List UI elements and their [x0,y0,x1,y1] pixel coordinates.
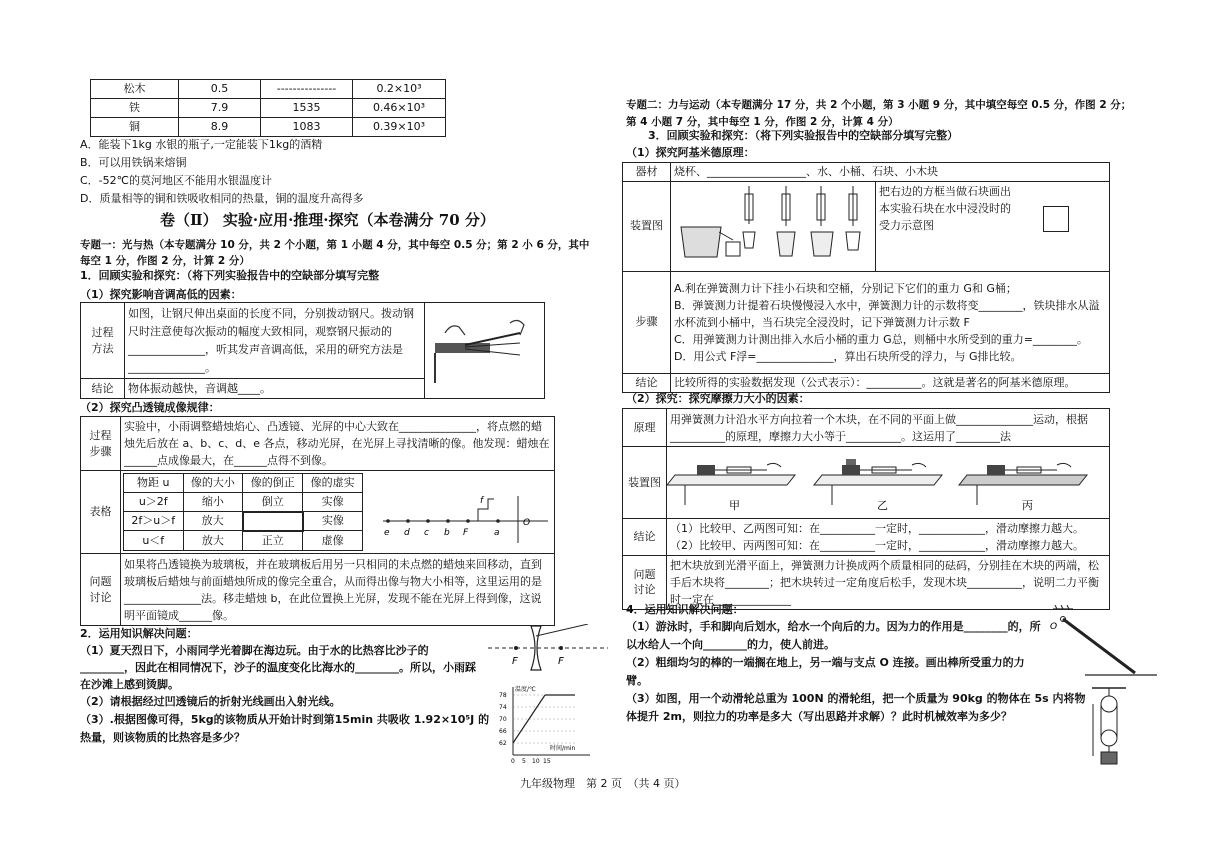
table-row [81,554,555,626]
q4-title: 4．运用知识解决问题： [626,603,744,616]
density-table [90,79,446,137]
row-label: 问题 讨论 [81,554,121,626]
option-a: A．能装下1kg 水银的瓶子,一定能装下1kg的酒精 [80,138,323,151]
table-row [81,417,555,471]
axis-label: c [424,528,429,538]
q4-2: （2）粗细均匀的棒的一端搁在地上，另一端与支点 O 连接。画出棒所受重力的力臂。 [626,656,1025,687]
exp2-title: （2）探究凸透镜成像规律： [80,401,220,414]
table-row [623,181,1110,271]
archimedes-figure [671,181,876,271]
table-cell: 放大 [183,512,243,531]
topic2-line2: 第 4 小题 7 分，其中每空 1 分，作图 2 分，计算 4 分） [626,116,899,128]
table-row [623,271,1110,373]
table-cell: 实像 [303,512,363,531]
concave-lens-figure [488,624,608,672]
exp3-diagram-instructions: 把右边的方框当做石块画出本实验石块在水中浸没时的受力示意图 [879,184,1011,232]
q2-1: （1）夏天烈日下，小雨同学光着脚在海边玩。由于水的比热容比沙子的________，因此在相同情况下，沙子的温度变化比海水的________。所以，小雨踩在沙滩上感到烫脚。 [80,644,476,691]
panel-label: 丙 [1022,499,1033,512]
table-cell: 1535 [261,99,353,118]
row-label: 结论 [623,373,671,392]
table-header: 像的大小 [183,474,243,493]
graph-x-tick: 0 [511,758,515,765]
exp1-table [80,302,545,399]
exp2-table [80,416,555,626]
table-row [124,474,363,493]
table-cell: --------------- [261,80,353,99]
exp2-discuss-text: 如果将凸透镜换为玻璃板，并在玻璃板后用另一只相同的未点燃的蜡烛来回移动，直到玻璃板后蜡烛与前面蜡烛所成的像完全重合，从而得出像与物大小相等，这里运用的是______________法。移走蜡烛 b，在此位置换上光屏，发现不能在光屏上得到像，这说明平面镜成______像。 [121,554,555,626]
exp4-table [622,408,1110,610]
table-row [623,447,1110,519]
topic1-line1: 专题一：光与热（本专题满分 10 分，共 2 个小题，第 1 小题 4 分，其中每空 0.5 分；第 2 小 6 分，其中 [80,239,590,251]
table-cell: 正立 [243,531,303,550]
graph-y-tick: 70 [499,716,507,723]
table-row [124,512,363,531]
topic1-line2: 每空 1 分，作图 2 分，计算 2 分） [80,255,250,267]
row-label: 过程 方法 [81,303,125,379]
row-label: 过程 步骤 [81,417,121,471]
table-cell: 放大 [183,531,243,550]
graph-y-tick: 78 [499,692,507,699]
table-header: 像的倒正 [243,474,303,493]
rod-pivot-figure [1045,605,1160,685]
ruler-illustration [425,303,540,393]
graph-x-tick: 15 [543,758,551,765]
row-label: 问题 讨论 [623,555,667,609]
table-cell: 0.39×10³ [353,118,446,137]
table-cell: 0.46×10³ [353,99,446,118]
topic2-header [626,97,1166,131]
row-label: 装置图 [623,181,671,271]
table-cell: 2f＞u＞f [124,512,184,531]
pulley-figure [1088,686,1130,768]
graph-y-tick: 62 [499,740,507,747]
step-d: D．用公式 F浮=______________，算出石块所受的浮力，与 G排比较。 [674,349,1022,363]
q2-title: 2．运用知识解决问题： [80,627,198,640]
exp4-principle-text: 用弹簧测力计沿水平方向拉着一个木块，在不同的平面上做______________运动，根据__________的原理，摩擦力大小等于__________。这运用了________法 [667,409,1110,447]
table-cell: 松木 [91,80,179,99]
option-list [80,136,600,208]
table-cell: 0.2×10³ [353,80,446,99]
row-label: 结论 [81,379,125,399]
q3-title: 3．回顾实验和探究：（将下列实验报告中的空缺部分填写完整） [648,129,959,142]
table-header: 物距 u [124,474,184,493]
table-row [81,471,555,554]
exp2-process-text: 实验中，小雨调整蜡烛焰心、凸透镜、光屏的中心大致在______________，将点燃的蜡烛先后放在 a、b、c、d、e 各点，移动光屏，在光屏上寻找清晰的像。他发现：蜡烛在______点成像最大，在______点得不到像。 [121,417,555,471]
table-row [124,531,363,550]
table-cell: 铜 [91,118,179,137]
page-footer: 九年级物理 第 2 页 （共 4 页） [520,777,686,790]
axis-label: d [404,528,410,538]
table-cell: 倒立 [243,492,303,511]
option-b: B．可以用铁锅来熔铜 [80,156,187,169]
row-label: 原理 [623,409,667,447]
q2-2: （2）请根据经过凹透镜后的折射光线画出入射光线。 [80,695,341,708]
axis-label: a [494,528,500,538]
table-row [623,373,1110,392]
graph-x-label: 时间/min [550,745,576,752]
axis-label: b [444,528,450,538]
pivot-label: O [1050,622,1058,632]
friction-illustration [667,447,1107,513]
table-cell: 0.5 [179,80,261,99]
table-row [91,99,446,118]
exp4-discuss-text: 把木块放到光滑平面上，弹簧测力计换成两个质量相同的砝码，分别挂在木块的两端，松手后木块将________；把木块转过一定角度后松手，发现木块__________，说明二力平衡时一定在______________ [667,555,1110,609]
axis-label: e [384,528,390,538]
ruler-figure [425,303,545,399]
step-a: A.利在弹簧测力计下挂小石块和空桶，分别记下它们的重力 G和 G桶； [674,281,1017,295]
option-c: C．-52℃的莫河地区不能用水银温度计 [80,174,272,187]
exp4-conclusions [667,518,1110,555]
panel-label: 甲 [729,499,740,512]
row-label: 结论 [623,518,667,555]
row-label: 表格 [81,471,121,554]
axis-label: O [523,518,531,528]
table-row [623,163,1110,182]
table-header: 像的虚实 [303,474,363,493]
table-row [623,409,1110,447]
exp3-equipment-text: 烧杯、__________________、水、小桶、石块、小木块 [671,163,1110,182]
option-d: D．质量相等的铜和铁吸收相同的热量，铜的温度升高得多 [80,192,364,205]
table-cell: 1083 [261,118,353,137]
table-row [81,303,545,379]
table-cell: u＜f [124,531,184,550]
exp3-table [622,162,1110,393]
conclusion-2: （2）比较甲、丙两图可知：在__________一定时，____________，滑动摩擦力越大。 [670,538,1084,552]
axis-label: f [480,496,484,506]
q4-3: （3）如图，用一个动滑轮总重为 100N 的滑轮组，把一个质量为 90kg 的物体在 5s 内将物体提升 2m，则拉力的功率是多大（写出思路并求解）？此时机械效率为多少？ [626,692,1086,723]
graph-x-tick: 5 [522,758,526,765]
table-row [623,518,1110,555]
lens-focus-label: F [558,656,564,667]
table-row [91,80,446,99]
table-cell: u＞2f [124,492,184,511]
exp3-title: （1）探究阿基米德原理： [626,146,755,159]
lens-table [123,473,363,551]
lens-axis-diagram [378,481,558,551]
table-row [124,492,363,511]
row-label: 装置图 [623,447,667,519]
step-c: C．用弹簧测力计测出排入水后小桶的重力 G总，则桶中水所受到的重力=________。 [674,332,1088,346]
exp3-conclusion-text: 比较所得的实验数据发现（公式表示）：__________。这就是著名的阿基米德原理。 [671,373,1110,392]
axis-label: F [463,528,469,538]
conclusion-1: （1）比较甲、乙两图可知：在__________一定时，____________，滑动摩擦力越大。 [670,521,1084,535]
table-row [91,118,446,137]
step-b: B．弹簧测力计提着石块慢慢浸入水中，弹簧测力计的示数将变________，铁块排水从溢水杯流到小桶中，当石块完全浸没时，记下弹簧测力计示数 F [674,298,1100,329]
table-cell: 铁 [91,99,179,118]
blank-cell [243,512,303,531]
q4-1: （1）游泳时，手和脚向后划水，给水一个向后的力。因为力的作用是________的，所以水给人一个向________的力，使人前进。 [626,620,1041,651]
exp4-title: （2）探究：探究摩擦力大小的因素： [626,392,810,405]
q1-title: 1．回顾实验和探究：（将下列实验报告中的空缺部分填写完整 [80,269,380,282]
stone-box[interactable] [1043,206,1069,232]
table-cell: 虚像 [303,531,363,550]
friction-figure [667,447,1110,519]
graph-y-tick: 74 [499,704,507,711]
table-cell: 7.9 [179,99,261,118]
row-label: 器材 [623,163,671,182]
force-diagram-cell [876,181,1110,271]
topic2-line1: 专题二：力与运动（本专题满分 17 分，共 2 个小题，第 3 小题 9 分，其中填空每空 0.5 分，作图 2 分； [626,99,1132,111]
exp3-steps [671,271,1110,373]
panel-label: 乙 [877,499,888,512]
lens-focus-label: F [512,656,518,667]
table-cell: 实像 [303,492,363,511]
graph-y-tick: 66 [499,728,507,735]
exp1-conclusion-text: 物体振动越快，音调越____。 [125,379,425,399]
exp1-method-text: 如图，让钢尺伸出桌面的长度不同，分别拨动钢尺。拨动钢尺时注意使每次振动的幅度大致相同，观察钢尺振动的______________，听其发声音调高低，采用的研究方法是______________。 [125,303,425,379]
table-cell: 缩小 [183,492,243,511]
section-title: 卷（Ⅱ） 实验·应用·推理·探究（本卷满分 70 分） [160,211,495,229]
graph-y-label: 温度/℃ [515,686,536,693]
q2-3: （3）.根据图像可得，5kg的该物质从开始计时到第15min 共吸收 1.92×10⁵J 的热量，则该物质的比热容是多少？ [80,713,490,744]
graph-x-tick: 10 [532,758,540,765]
lens-table-cell [121,471,555,554]
temperature-graph [495,683,595,765]
exp1-title: （1）探究影响音调高低的因素： [80,288,242,301]
topic1-header [80,237,610,269]
row-label: 步骤 [623,271,671,373]
table-cell: 8.9 [179,118,261,137]
archimedes-illustration [671,182,871,266]
